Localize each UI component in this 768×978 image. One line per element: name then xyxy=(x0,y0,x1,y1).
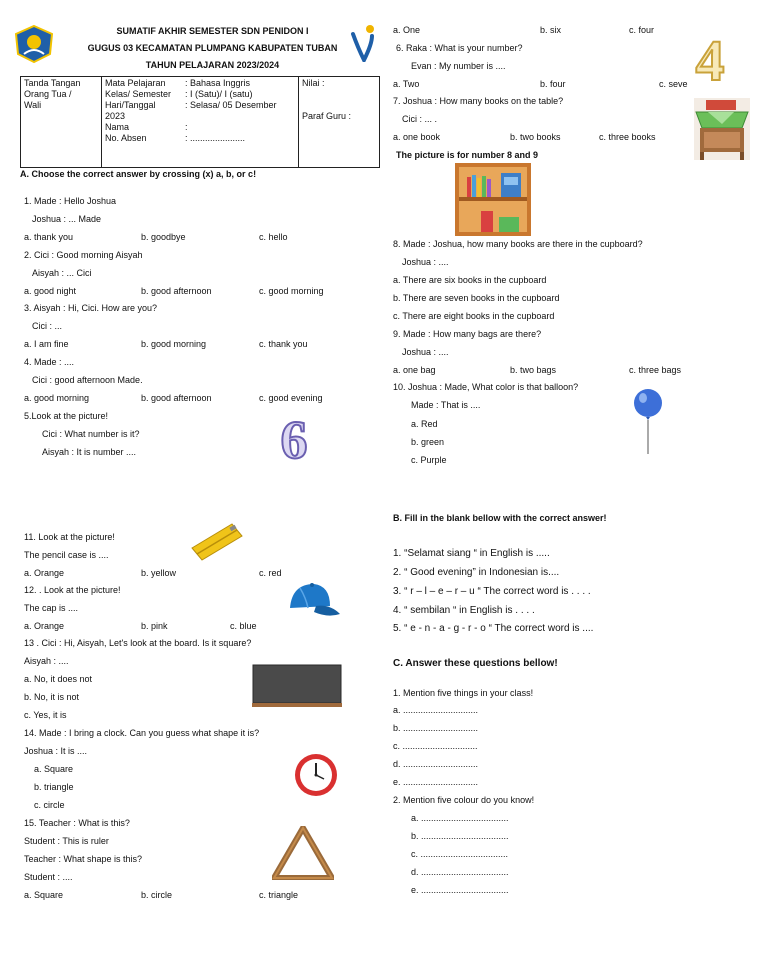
q13-option-b[interactable]: b. No, it is not xyxy=(24,692,80,702)
c-q2-text: 2. Mention five colour do you know! xyxy=(393,795,535,805)
four-digit: 4 xyxy=(695,32,725,84)
score-cell xyxy=(299,77,380,168)
triangle-ruler-image xyxy=(272,826,334,880)
class-label: Kelas/ Semester xyxy=(105,89,172,99)
q6-option-c[interactable]: c. seve xyxy=(659,79,688,89)
class-value: : I (Satu)/ I (satu) xyxy=(185,89,253,99)
c-q2-blank-a[interactable]: a. ................................... xyxy=(411,813,509,823)
q2-reply: Aisyah : ... Cici xyxy=(32,268,92,278)
q6-option-b[interactable]: b. four xyxy=(540,79,566,89)
q15-reply2: Student : .... xyxy=(24,872,73,882)
table-with-book-image xyxy=(694,98,750,160)
b-item-1: 1. “Selamat siang “ in English is ..... xyxy=(393,548,550,559)
q4-option-c[interactable]: c. good evening xyxy=(259,393,323,403)
student-figure-icon xyxy=(350,24,376,62)
q4-text: 4. Made : .... xyxy=(24,357,75,367)
q2-text: 2. Cici : Good morning Aisyah xyxy=(24,250,143,260)
q11-text: 11. Look at the picture! xyxy=(24,532,115,542)
q13-option-a[interactable]: a. No, it does not xyxy=(24,674,93,684)
q13-reply: Aisyah : .... xyxy=(24,656,69,666)
q14-option-b[interactable]: b. triangle xyxy=(34,782,74,792)
q2-option-a[interactable]: a. good night xyxy=(24,286,77,296)
q8-option-c[interactable]: c. There are eight books in the cupboard xyxy=(393,311,555,321)
q1-reply: Joshua : ... Made xyxy=(32,214,102,224)
q3-text: 3. Aisyah : Hi, Cici. How are you? xyxy=(24,303,158,313)
q15-option-b[interactable]: b. circle xyxy=(141,890,173,900)
nilai-label: Nilai : xyxy=(302,78,325,88)
q5-option-c[interactable]: c. four xyxy=(629,25,655,35)
balloon-image xyxy=(630,388,666,456)
school-logo-icon xyxy=(12,24,56,64)
cupboard-image xyxy=(455,163,531,236)
q6-option-a[interactable]: a. Two xyxy=(393,79,420,89)
q8-option-a[interactable]: a. There are six books in the cupboard xyxy=(393,275,547,285)
year-label: 2023 xyxy=(105,111,126,121)
q14-option-c[interactable]: c. circle xyxy=(34,800,65,810)
q9-reply: Joshua : .... xyxy=(402,347,449,357)
q1-text: 1. Made : Hello Joshua xyxy=(24,196,117,206)
q5-text: 5.Look at the picture! xyxy=(24,411,109,421)
student-info-table xyxy=(20,76,380,168)
q3-option-b[interactable]: b. good morning xyxy=(141,339,207,349)
q7-option-a[interactable]: a. one book xyxy=(393,132,441,142)
q10-option-c[interactable]: c. Purple xyxy=(411,455,447,465)
q5-question: Cici : What number is it? xyxy=(42,429,140,439)
date-value: : Selasa/ 05 Desember xyxy=(185,100,277,110)
six-digit: 6 xyxy=(280,412,308,464)
blackboard-image xyxy=(252,664,342,708)
signature-label-2: Orang Tua / xyxy=(24,89,72,99)
q9-option-c[interactable]: c. three bags xyxy=(629,365,682,375)
paraf-label: Paraf Guru : xyxy=(302,111,352,121)
q10-text: 10. Joshua : Made, What color is that balloon? xyxy=(393,382,579,392)
q9-option-a[interactable]: a. one bag xyxy=(393,365,436,375)
q7-reply: Cici : ... . xyxy=(402,114,438,124)
picture-note: The picture is for number 8 and 9 xyxy=(396,150,539,160)
q1-option-b[interactable]: b. goodbye xyxy=(141,232,186,242)
subject-label: Mata Pelajaran xyxy=(105,78,166,88)
q13-text: 13 . Cici : Hi, Aisyah, Let's look at the board. Is it square? xyxy=(24,638,252,648)
q12-option-c[interactable]: c. blue xyxy=(230,621,257,631)
q15-text: 15. Teacher : What is this? xyxy=(24,818,130,828)
c-q2-blank-e[interactable]: e. ................................... xyxy=(411,885,509,895)
header-line2: GUGUS 03 KECAMATAN PLUMPANG KABUPATEN TUBAN xyxy=(87,43,338,53)
q6-reply: Evan : My number is .... xyxy=(411,61,506,71)
absen-value: : ...................... xyxy=(185,133,246,143)
q6-text: 6. Raka : What is your number? xyxy=(396,43,523,53)
header-line1: SUMATIF AKHIR SEMESTER SDN PENIDON I xyxy=(116,26,309,36)
q3-option-c[interactable]: c. thank you xyxy=(259,339,308,349)
q9-text: 9. Made : How many bags are there? xyxy=(393,329,542,339)
q7-option-c[interactable]: c. three books xyxy=(599,132,656,142)
q7-option-b[interactable]: b. two books xyxy=(510,132,561,142)
q15-option-a[interactable]: a. Square xyxy=(24,890,64,900)
absen-label: No. Absen xyxy=(105,133,147,143)
b-item-4: 4. “ sembilan “ in English is . . . . xyxy=(393,605,535,616)
q10-option-a[interactable]: a. Red xyxy=(411,419,438,429)
b-item-2: 2. “ Good evening” in Indonesian is.... xyxy=(393,567,560,578)
q5-option-b[interactable]: b. six xyxy=(540,25,562,35)
q5-option-a[interactable]: a. One xyxy=(393,25,421,35)
date-label: Hari/Tanggal xyxy=(105,100,156,110)
c-q1-blank-e[interactable]: e. .............................. xyxy=(393,777,479,787)
c-q1-text: 1. Mention five things in your class! xyxy=(393,688,534,698)
q12-text: 12. . Look at the picture! xyxy=(24,585,121,595)
q14-text: 14. Made : I bring a clock. Can you guess what shape it is? xyxy=(24,728,260,738)
q10-option-b[interactable]: b. green xyxy=(411,437,445,447)
signature-cell xyxy=(21,77,102,168)
signature-label-1: Tanda Tangan xyxy=(24,78,81,88)
header-line3: TAHUN PELAJARAN 2023/2024 xyxy=(145,60,280,70)
b-item-5: 5. “ e - n - a - g - r - o “ The correct word is .... xyxy=(393,623,594,634)
q3-option-a[interactable]: a. I am fine xyxy=(24,339,69,349)
q8-text: 8. Made : Joshua, how many books are there in the cupboard? xyxy=(393,239,643,249)
pencil-case-image xyxy=(190,518,244,564)
signature-label-3: Wali xyxy=(24,100,42,110)
clock-image xyxy=(293,752,339,798)
section-c-title: C. Answer these questions bellow! xyxy=(393,658,558,669)
q10-reply: Made : That is .... xyxy=(411,400,481,410)
number-four-image xyxy=(688,32,732,84)
q15-question2: Teacher : What shape is this? xyxy=(24,854,143,864)
q11-option-b[interactable]: b. yellow xyxy=(141,568,177,578)
section-a-title: A. Choose the correct answer by crossing (x) a, b, or c! xyxy=(20,169,257,179)
q11-question: The pencil case is .... xyxy=(24,550,109,560)
c-q2-blank-b[interactable]: b. ................................... xyxy=(411,831,509,841)
b-item-3: 3. “ r – l – e – r – u “ The correct word is . . . . xyxy=(393,586,591,597)
q4-option-b[interactable]: b. good afternoon xyxy=(141,393,212,403)
q11-option-c[interactable]: c. red xyxy=(259,568,282,578)
q12-option-a[interactable]: a. Orange xyxy=(24,621,65,631)
cap-image xyxy=(286,578,342,622)
q4-option-a[interactable]: a. good morning xyxy=(24,393,90,403)
q13-option-c[interactable]: c. Yes, it is xyxy=(24,710,67,720)
c-q1-blank-b[interactable]: b. .............................. xyxy=(393,723,479,733)
q12-question: The cap is .... xyxy=(24,603,79,613)
q8-reply: Joshua : .... xyxy=(402,257,449,267)
info-details-cell xyxy=(102,77,299,168)
c-q1-blank-c[interactable]: c. .............................. xyxy=(393,741,478,751)
q12-option-b[interactable]: b. pink xyxy=(141,621,168,631)
c-q1-blank-a[interactable]: a. .............................. xyxy=(393,705,479,715)
subject-value: : Bahasa Inggris xyxy=(185,78,251,88)
q5-reply: Aisyah : It is number .... xyxy=(42,447,137,457)
q2-option-b[interactable]: b. good afternoon xyxy=(141,286,212,296)
q1-option-c[interactable]: c. hello xyxy=(259,232,288,242)
c-q2-blank-c[interactable]: c. ................................... xyxy=(411,849,509,859)
q8-option-b[interactable]: b. There are seven books in the cupboard xyxy=(393,293,560,303)
name-value: : xyxy=(185,122,188,132)
number-six-image xyxy=(272,412,316,464)
c-q2-blank-d[interactable]: d. ................................... xyxy=(411,867,509,877)
q2-option-c[interactable]: c. good morning xyxy=(259,286,324,296)
q14-option-a[interactable]: a. Square xyxy=(34,764,74,774)
q15-reply: Student : This is ruler xyxy=(24,836,109,846)
q7-text: 7. Joshua : How many books on the table? xyxy=(393,96,564,106)
q9-option-b[interactable]: b. two bags xyxy=(510,365,557,375)
q3-reply: Cici : ... xyxy=(32,321,63,331)
c-q1-blank-d[interactable]: d. .............................. xyxy=(393,759,479,769)
name-label: Nama xyxy=(105,122,130,132)
section-b-title: B. Fill in the blank bellow with the correct answer! xyxy=(393,513,607,523)
q15-option-c[interactable]: c. triangle xyxy=(259,890,299,900)
q4-reply: Cici : good afternoon Made. xyxy=(32,375,143,385)
q11-option-a[interactable]: a. Orange xyxy=(24,568,65,578)
q14-reply: Joshua : It is .... xyxy=(24,746,88,756)
q1-option-a[interactable]: a. thank you xyxy=(24,232,74,242)
